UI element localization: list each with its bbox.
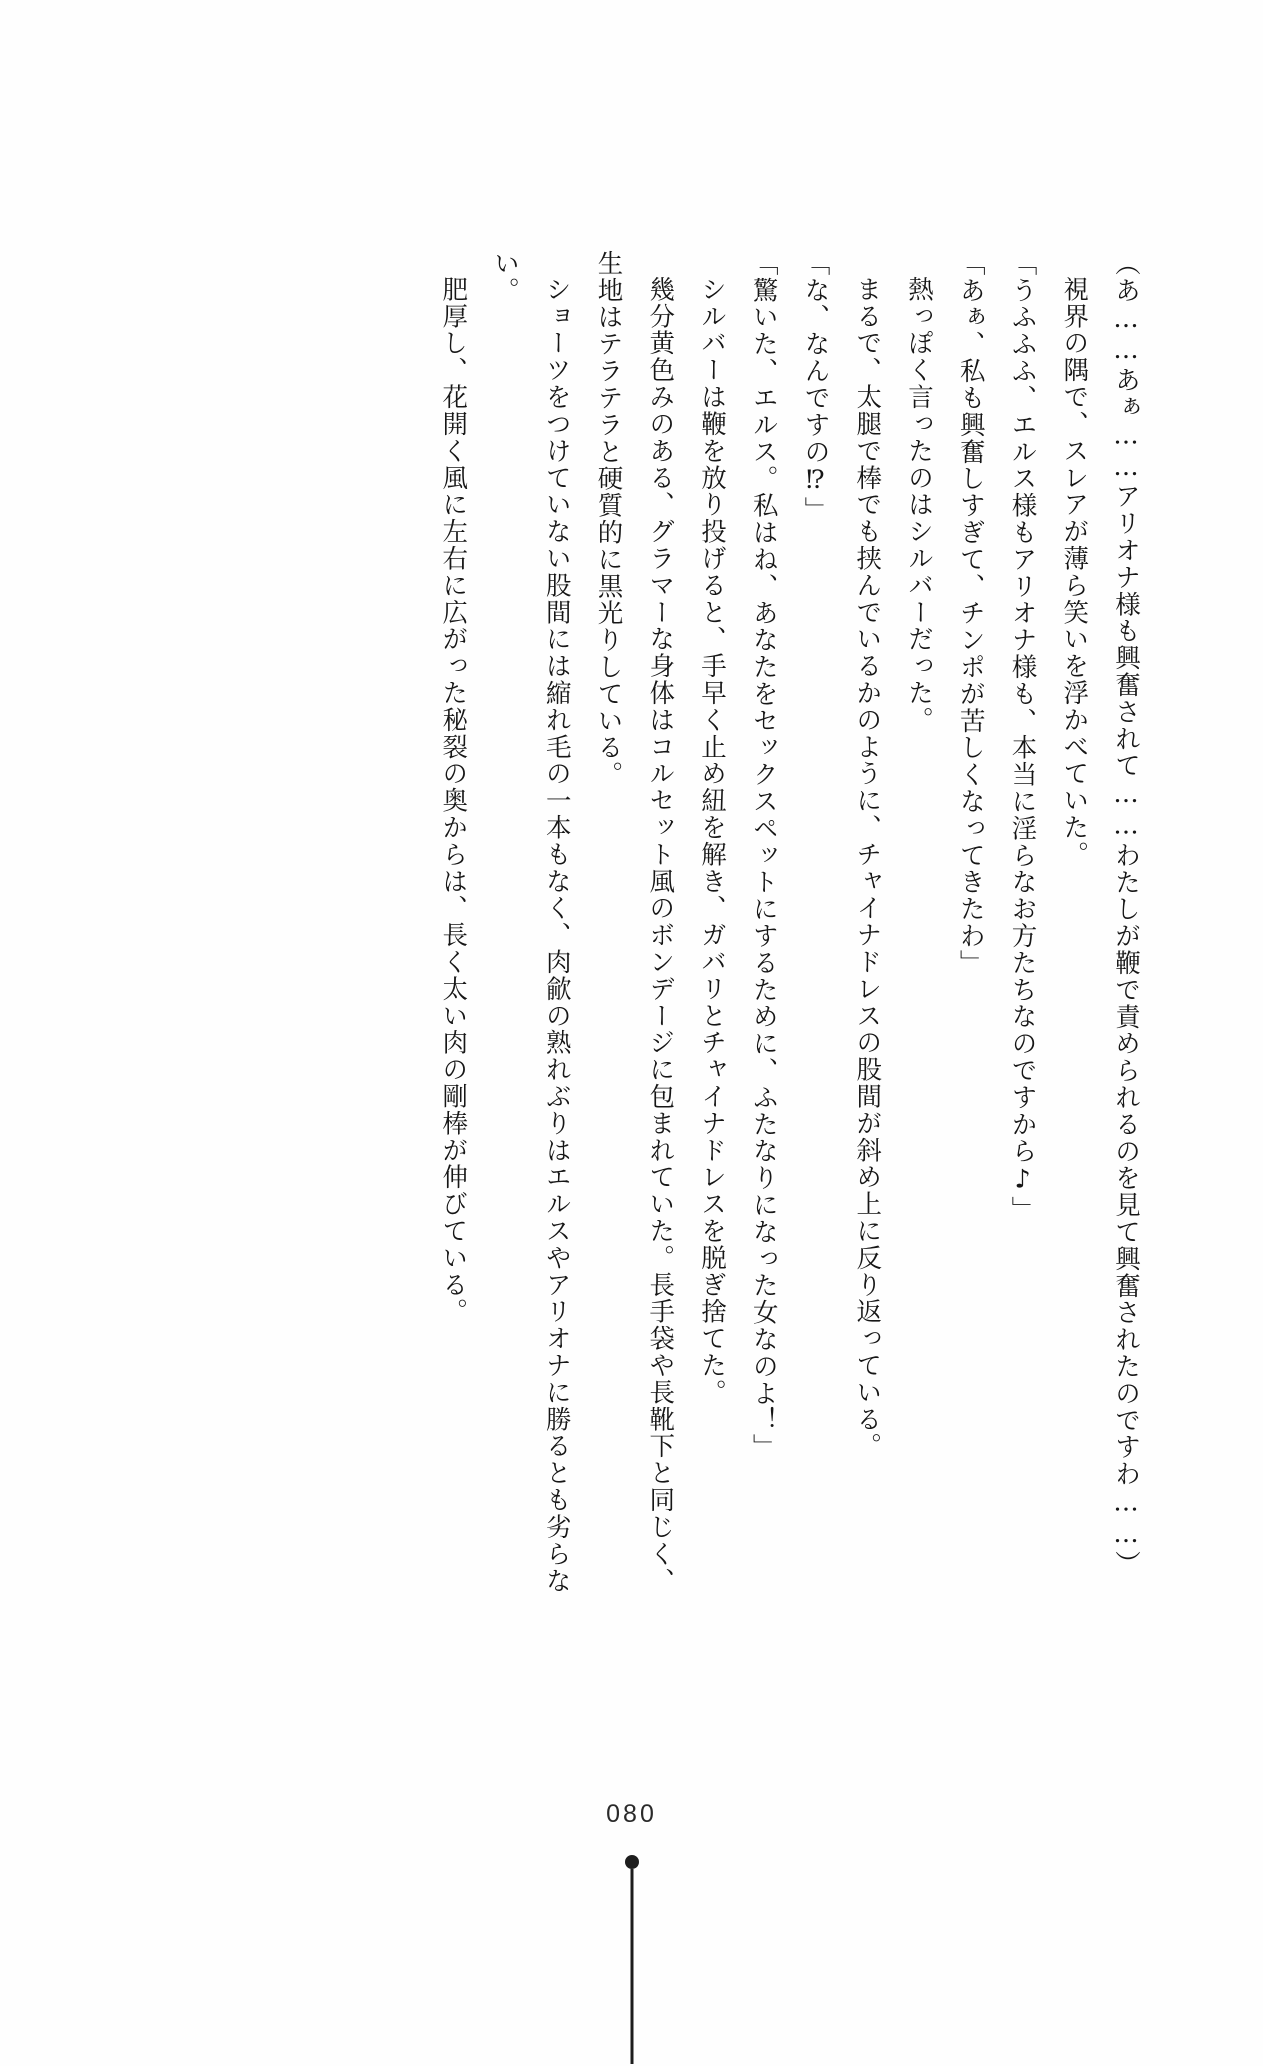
paragraph: シルバーは鞭を放り投げると、手早く止め紐を解き、ガバリとチャイナドレスを脱ぎ捨てた。 xyxy=(697,275,727,1406)
paragraph: （あ……あぁ……アリオナ様も興奮されて……わたしが鞭で責められるのを見て興奮されたのですわ……） xyxy=(1111,250,1141,1578)
body-text xyxy=(150,250,1151,1610)
paragraph: 「驚いた、エルス。私はね、あなたをセックスペットにするために、ふたなりになった女なのよ！」 xyxy=(748,250,779,1461)
page-marker-rule xyxy=(630,1869,633,2064)
paragraph: 肥厚し、花開く風に左右に広がった秘裂の奥からは、長く太い肉の剛棒が伸びている。 xyxy=(438,275,469,1325)
paragraph: 幾分黄色みのある、グラマーな身体はコルセット風のボンデージに包まれていた。長手袋や長靴下と同じく、生地はテラテラと硬質的に黒光りしている。 xyxy=(593,250,676,1594)
page-marker-dot xyxy=(625,1855,639,1869)
paragraph: 熱っぽく言ったのはシルバーだった。 xyxy=(904,275,934,733)
paragraph: ショーツをつけていない股間には縮れ毛の一本もなく、肉歈の熟れぶりはエルスやアリオナに勝るとも劣らない。 xyxy=(490,250,572,1594)
paragraph: 「な、なんですの⁉」 xyxy=(800,250,831,524)
paragraph: まるで、太腿で棒でも挟んでいるかのように、チャイナドレスの股間が斜め上に反り返っている。 xyxy=(852,275,883,1460)
page-number: 080 xyxy=(606,1800,657,1828)
paragraph: 「うふふふ、エルス様もアリオナ様も、本当に淫らなお方たちなのですから♪」 xyxy=(1007,250,1038,1223)
paragraph: 視界の隅で、スレアが薄ら笑いを浮かべていた。 xyxy=(1059,275,1090,868)
paragraph: 「あぁ、私も興奮しすぎて、チンポが苦しくなってきたわ」 xyxy=(955,250,986,977)
